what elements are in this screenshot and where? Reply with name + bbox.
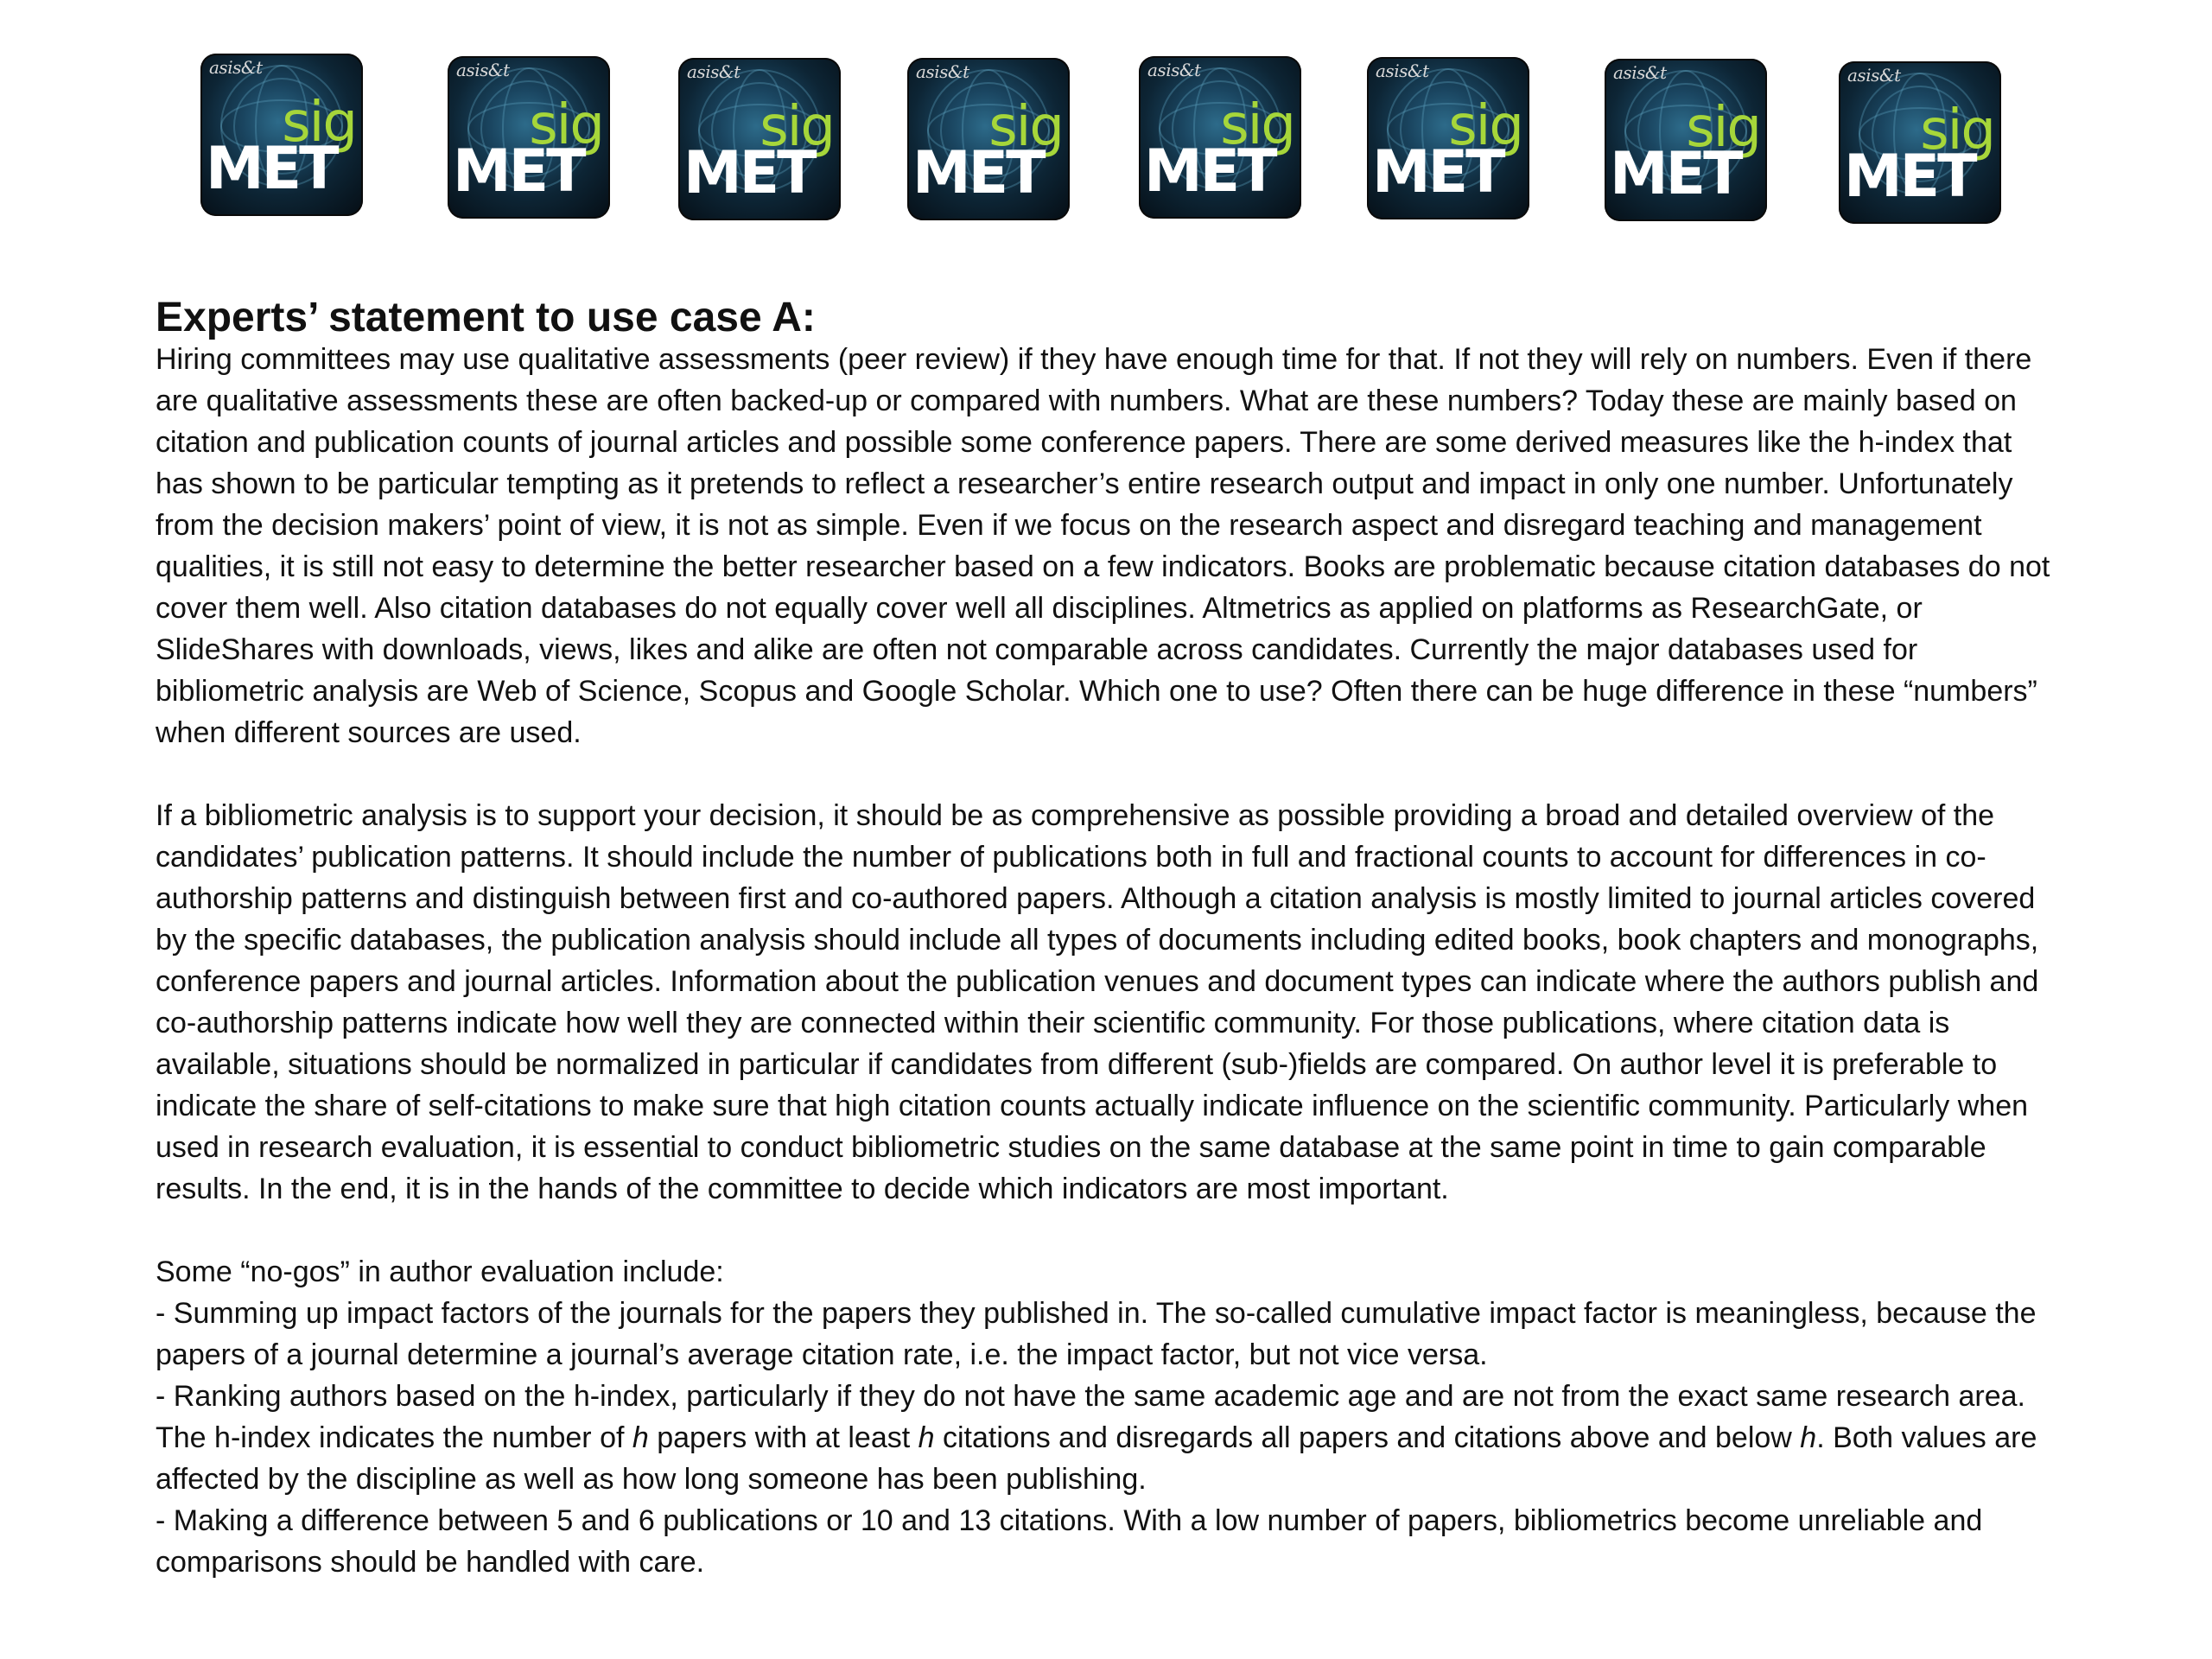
page-title: Experts’ statement to use case A: [156, 295, 816, 340]
sig-label: sig [988, 95, 1063, 159]
sig-label: sig [1920, 99, 1994, 162]
sig-label: sig [282, 91, 356, 155]
no-gos-intro: Some “no-gos” in author evaluation include: [156, 1255, 724, 1288]
met-label: MET [206, 135, 337, 203]
sigmet-logo [1367, 57, 1529, 219]
no-go-2-text-2: papers with at least [648, 1421, 918, 1454]
sigmet-logo [448, 56, 610, 219]
no-go-2-italic-h-2: h [918, 1421, 935, 1454]
sig-label: sig [760, 95, 834, 159]
sig-label: sig [1686, 96, 1760, 160]
sig-label: sig [1220, 93, 1294, 157]
paragraph-1: Hiring committees may use qualitative assessments (peer review) if they have enough time for that. If not they will rely on numbers. Even if there are qualitative assessments these are often backed-up or compared with numbers. What are these numbers? Today these are mainly based on citation and publication counts of journal articles and possible some conference papers. There are some derived measures like the h-index that has shown to be particular tempting as it pretends to reflect a researcher’s entire research output and impact in only one number. Unfortunately from the decision makers’ point of view, it is not as simple. Even if we focus on the research aspect and disregard teaching and management qualities, it is still not easy to determine the better researcher based on a few indicators. Books are problematic because citation databases do not cover them well. Also citation databases do not equally cover well all disciplines. Altmetrics as applied on platforms as ResearchGate, or SlideShares with downloads, views, likes and alike are often not comparable across candidates. Currently the major databases used for bibliometric analysis are Web of Science, Scopus and Google Scholar. Which one to use? Often there can be huge difference in these “numbers” when different sources are used. [156, 343, 2050, 749]
no-go-2-text-1: - Ranking authors based on the h-index, particularly if they do not have the same academic age and are not from the exact same research area. The h-index indicates the number of [156, 1380, 2025, 1454]
no-go-2-italic-h-1: h [632, 1421, 649, 1454]
met-label: MET [1610, 140, 1741, 208]
sigmet-logo [1139, 56, 1301, 219]
met-label: MET [912, 139, 1044, 207]
sigmet-logo [678, 58, 841, 220]
met-label: MET [683, 139, 815, 207]
sig-label: sig [529, 93, 603, 157]
asist-brand-label: asis&t [1847, 65, 1901, 86]
sig-label: sig [1448, 94, 1522, 158]
logo-row [0, 54, 2212, 226]
no-go-2-italic-h-3: h [1800, 1421, 1817, 1454]
met-label: MET [453, 137, 584, 206]
asist-brand-label: asis&t [456, 60, 510, 80]
met-label: MET [1844, 143, 1975, 211]
asist-brand-label: asis&t [687, 61, 741, 82]
sigmet-logo [1605, 59, 1767, 221]
asist-brand-label: asis&t [1613, 62, 1667, 83]
asist-brand-label: asis&t [1147, 60, 1201, 80]
paragraph-2: If a bibliometric analysis is to support your decision, it should be as comprehensive as possible providing a broad and detailed overview of the candidates’ publication patterns. It should include the number of publications both in full and fractional counts to account for differences in co-authorship patterns and distinguish between first and co-authored papers. Although a citation analysis is mostly limited to journal articles covered by the specific databases, the publication analysis should include all types of documents including edited books, book chapters and monographs, conference papers and journal articles. Information about the publication venues and document types can indicate where the authors publish and co-authorship patterns indicate how well they are connected within their scientific community. For those publications, where citation data is available, situations should be normalized in particular if candidates from different (sub-)fields are compared. On author level it is preferable to indicate the share of self-citations to make sure that high citation counts actually indicate influence on the scientific community. Particularly when used in research evaluation, it is essential to conduct bibliometric studies on the same database at the same point in time to gain comparable results. In the end, it is in the hands of the committee to decide which indicators are most important. [156, 799, 2039, 1205]
sigmet-logo [1839, 61, 2001, 224]
asist-brand-label: asis&t [209, 57, 263, 78]
document-body [156, 290, 2056, 1583]
no-go-item-1: - Summing up impact factors of the journals for the papers they published in. The so-called cumulative impact factor is meaningless, because the papers of a journal determine a journal’s average citation rate, i.e. the impact factor, but not vice versa. [156, 1297, 2037, 1371]
sigmet-logo [907, 58, 1070, 220]
no-gos-section [156, 1251, 2056, 1583]
no-go-2-text-4: . Both values are affected by the discipline as well as how long someone has been publishing. [156, 1421, 2037, 1496]
no-go-item-2 [156, 1376, 2056, 1500]
met-label: MET [1372, 138, 1503, 207]
sigmet-logo [200, 54, 363, 216]
asist-brand-label: asis&t [1376, 60, 1429, 81]
no-go-item-3: - Making a difference between 5 and 6 publications or 10 and 13 citations. With a low number of papers, bibliometrics become unreliable and comparisons should be handled with care. [156, 1504, 1983, 1579]
asist-brand-label: asis&t [916, 61, 969, 82]
met-label: MET [1144, 137, 1275, 206]
no-go-2-text-3: citations and disregards all papers and citations above and below [934, 1421, 1801, 1454]
